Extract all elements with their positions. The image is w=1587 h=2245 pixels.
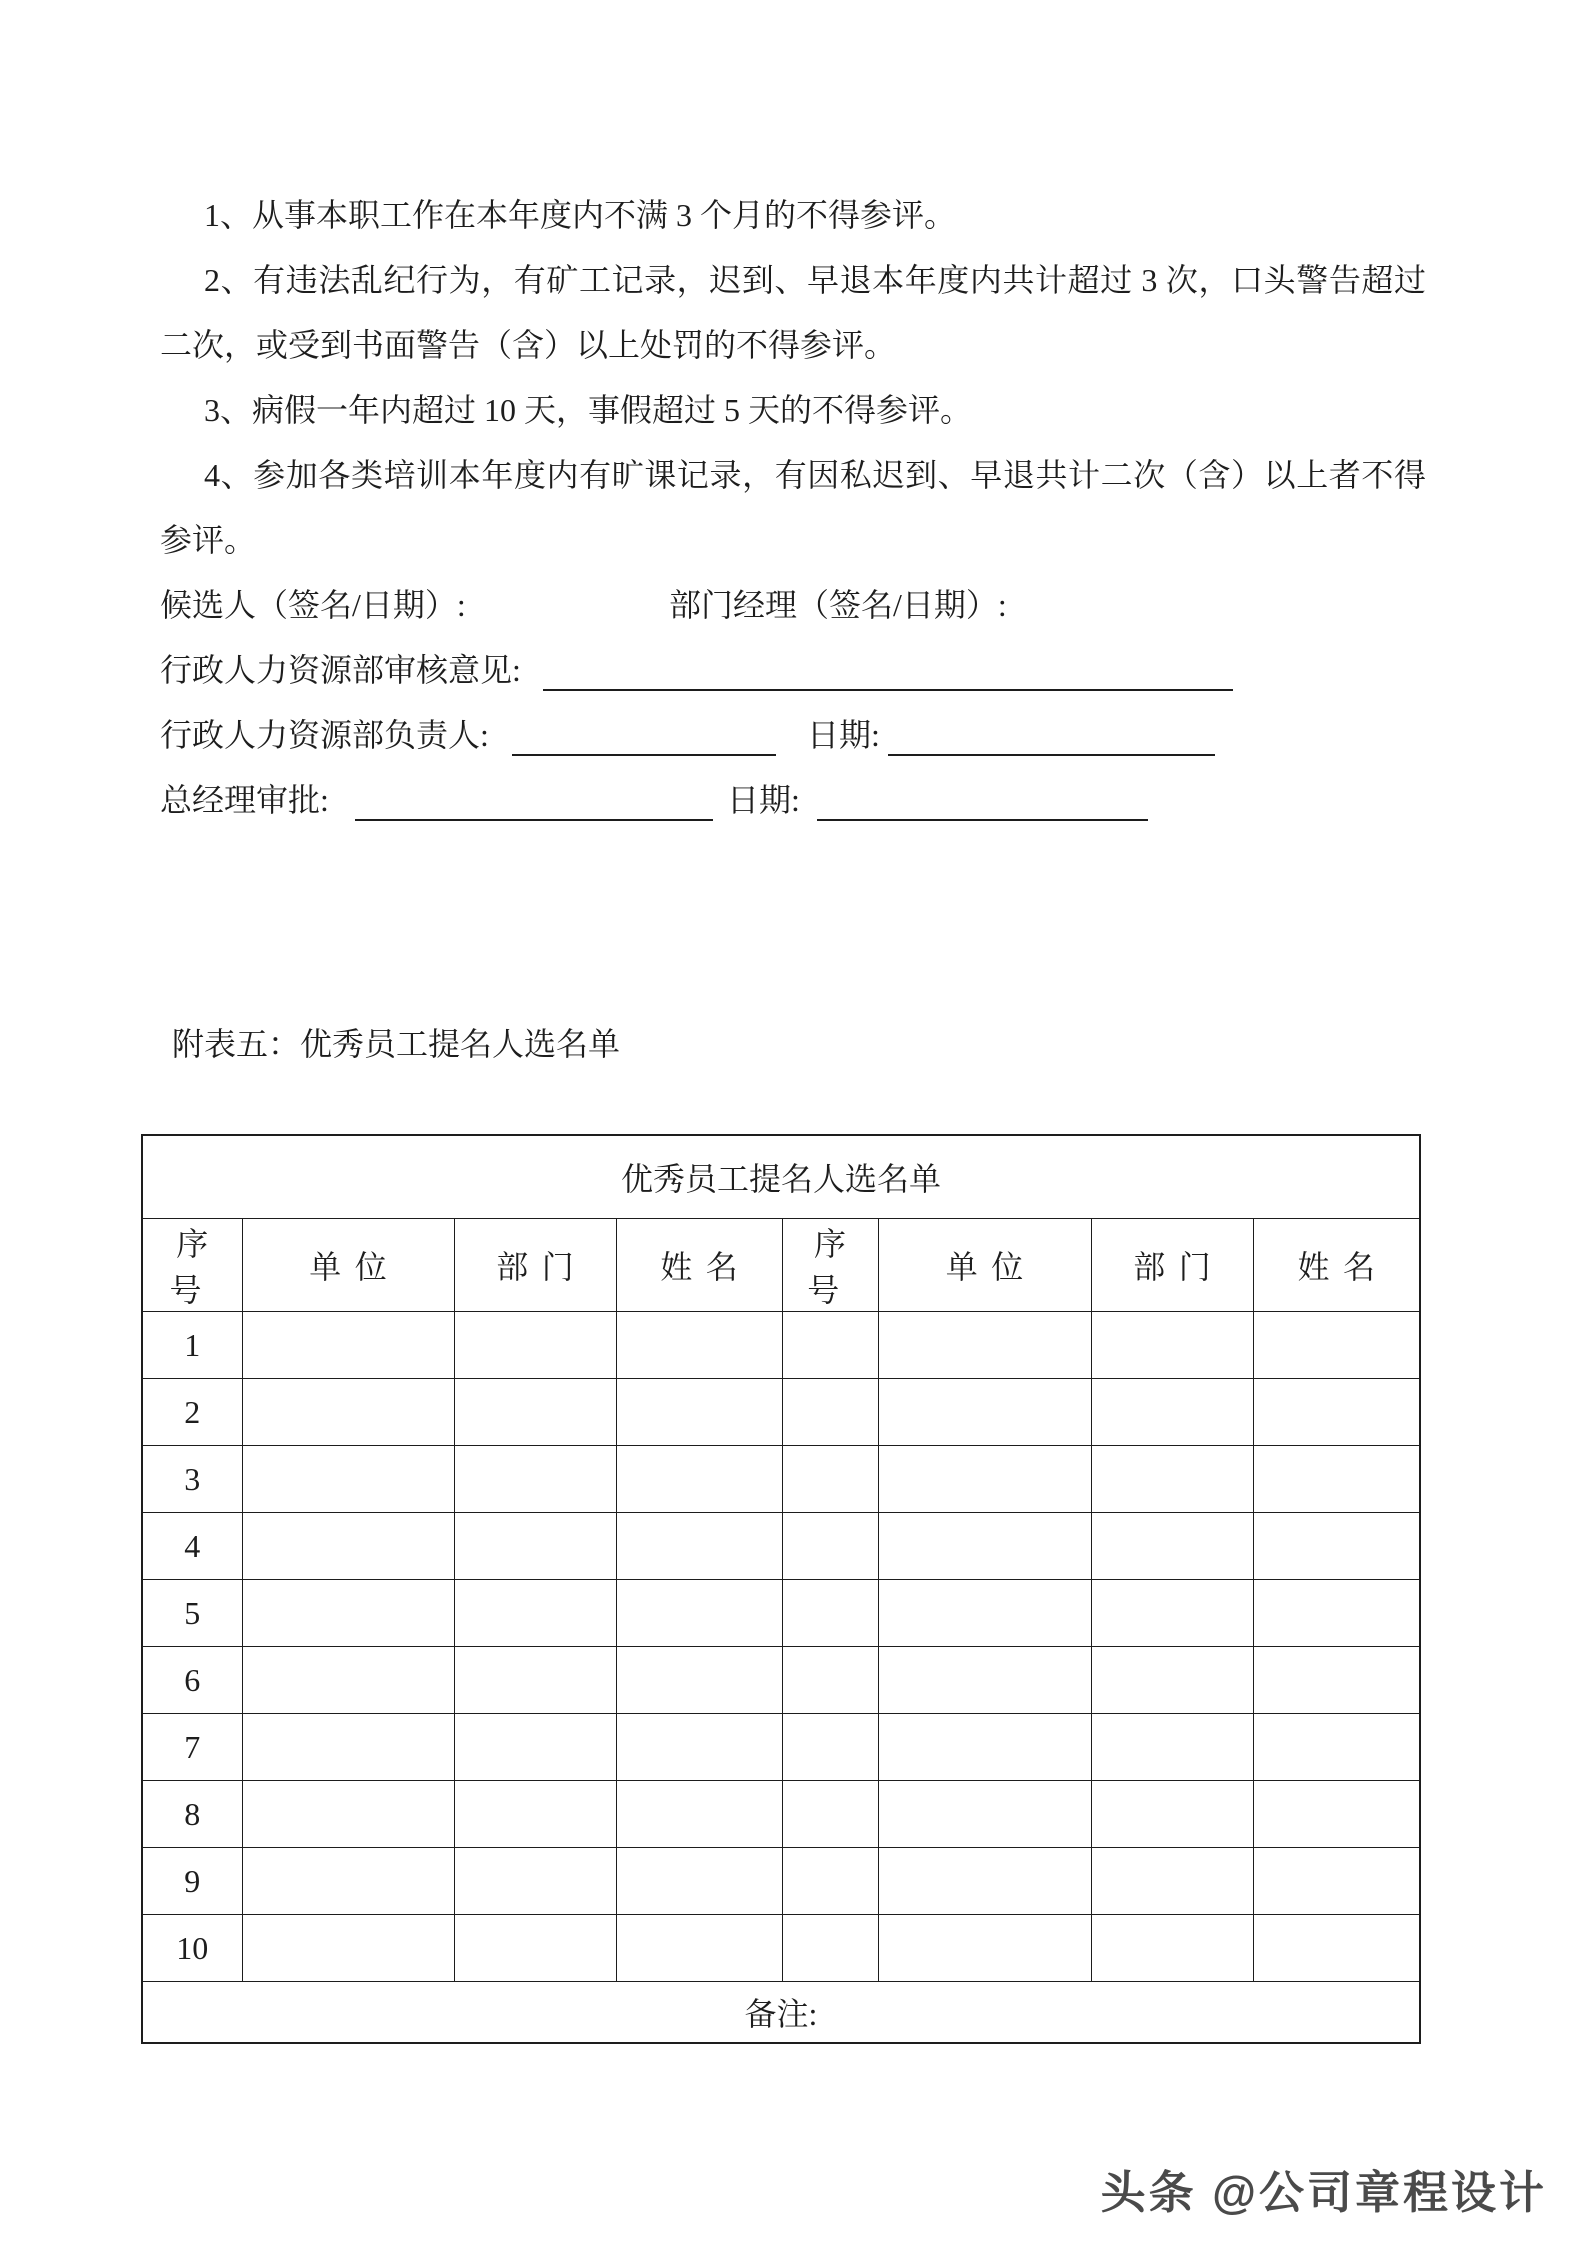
data-cell	[454, 1647, 616, 1714]
data-cell	[1253, 1647, 1420, 1714]
hr-head-underline	[512, 754, 776, 756]
signature-line-candidate	[160, 573, 1426, 638]
data-cell	[782, 1915, 878, 1982]
data-cell	[454, 1379, 616, 1446]
data-cell	[782, 1781, 878, 1848]
data-cell	[242, 1513, 454, 1580]
data-cell	[616, 1714, 782, 1781]
data-cell	[616, 1513, 782, 1580]
header-serial-left: 序号	[142, 1219, 242, 1312]
data-cell	[878, 1714, 1091, 1781]
attachment-caption: 附表五：优秀员工提名人选名单	[172, 1026, 621, 1062]
header-serial-right: 序号	[782, 1219, 878, 1312]
row-number-cell: 1	[142, 1312, 242, 1379]
data-cell	[454, 1781, 616, 1848]
data-cell	[878, 1580, 1091, 1647]
data-cell	[878, 1312, 1091, 1379]
header-unit-right: 单位	[878, 1219, 1091, 1312]
candidate-signature-label: 候选人（签名/日期）:	[160, 587, 466, 623]
table-row	[142, 1647, 1420, 1714]
header-name-right: 姓名	[1253, 1219, 1420, 1312]
data-cell	[782, 1513, 878, 1580]
data-cell	[616, 1848, 782, 1915]
data-cell	[1253, 1513, 1420, 1580]
table-row	[142, 1781, 1420, 1848]
data-cell	[454, 1446, 616, 1513]
gm-date-label: 日期:	[727, 782, 800, 818]
data-cell	[242, 1915, 454, 1982]
data-cell	[1091, 1446, 1253, 1513]
data-cell	[878, 1848, 1091, 1915]
row-number-cell: 8	[142, 1781, 242, 1848]
header-unit-left: 单位	[242, 1219, 454, 1312]
data-cell	[616, 1379, 782, 1446]
data-cell	[616, 1781, 782, 1848]
table-row	[142, 1379, 1420, 1446]
row-number-cell: 2	[142, 1379, 242, 1446]
data-cell	[242, 1647, 454, 1714]
hr-review-underline	[543, 689, 1233, 691]
data-cell	[782, 1647, 878, 1714]
data-cell	[242, 1848, 454, 1915]
remarks-cell: 备注:	[142, 1982, 1420, 2044]
data-cell	[454, 1915, 616, 1982]
data-cell	[782, 1714, 878, 1781]
data-cell	[242, 1312, 454, 1379]
data-cell	[1253, 1379, 1420, 1446]
data-cell	[782, 1848, 878, 1915]
data-cell	[878, 1915, 1091, 1982]
data-cell	[242, 1379, 454, 1446]
table-row	[142, 1848, 1420, 1915]
signature-line-hr-head	[160, 703, 1426, 768]
data-cell	[242, 1580, 454, 1647]
data-cell	[1091, 1848, 1253, 1915]
signature-line-hr-review	[160, 638, 1426, 703]
data-cell	[454, 1714, 616, 1781]
data-cell	[1091, 1513, 1253, 1580]
data-cell	[1253, 1580, 1420, 1647]
table-row	[142, 1580, 1420, 1647]
data-cell	[1091, 1714, 1253, 1781]
row-number-cell: 7	[142, 1714, 242, 1781]
data-cell	[1091, 1580, 1253, 1647]
gm-approval-underline	[355, 819, 713, 821]
table-row	[142, 1312, 1420, 1379]
data-cell	[616, 1647, 782, 1714]
gm-date-underline	[817, 819, 1148, 821]
header-dept-right: 部门	[1091, 1219, 1253, 1312]
data-cell	[242, 1714, 454, 1781]
data-cell	[454, 1848, 616, 1915]
data-cell	[616, 1580, 782, 1647]
data-cell	[1253, 1446, 1420, 1513]
rule-item-3: 3、病假一年内超过 10 天，事假超过 5 天的不得参评。	[204, 392, 973, 428]
gm-approval-label: 总经理审批:	[160, 782, 329, 818]
data-cell	[878, 1446, 1091, 1513]
header-dept-left: 部门	[454, 1219, 616, 1312]
data-cell	[878, 1647, 1091, 1714]
eligibility-rules-section	[160, 183, 1426, 833]
data-cell	[1091, 1312, 1253, 1379]
rule-item-2: 2、有违法乱纪行为，有矿工记录，迟到、早退本年度内共计超过 3 次，口头警告超过二次，或受到书面警告（含）以上处罚的不得参评。	[160, 262, 1426, 363]
data-cell	[1253, 1915, 1420, 1982]
data-cell	[454, 1580, 616, 1647]
rule-item-4: 4、参加各类培训本年度内有旷课记录，有因私迟到、早退共计二次（含）以上者不得参评。	[160, 457, 1426, 558]
table-row	[142, 1513, 1420, 1580]
row-number-cell: 5	[142, 1580, 242, 1647]
data-cell	[782, 1379, 878, 1446]
row-number-cell: 9	[142, 1848, 242, 1915]
data-cell	[1253, 1781, 1420, 1848]
hr-head-label: 行政人力资源部负责人:	[160, 717, 489, 753]
header-name-left: 姓名	[616, 1219, 782, 1312]
row-number-cell: 4	[142, 1513, 242, 1580]
table-title: 优秀员工提名人选名单	[142, 1135, 1420, 1219]
data-cell	[1091, 1379, 1253, 1446]
data-cell	[1091, 1915, 1253, 1982]
nomination-table	[141, 1134, 1421, 2044]
table-row	[142, 1714, 1420, 1781]
rule-item-1: 1、从事本职工作在本年度内不满 3 个月的不得参评。	[204, 197, 957, 233]
data-cell	[1253, 1848, 1420, 1915]
data-cell	[616, 1312, 782, 1379]
dept-manager-signature-label: 部门经理（签名/日期）:	[669, 587, 1007, 623]
row-number-cell: 3	[142, 1446, 242, 1513]
data-cell	[878, 1781, 1091, 1848]
signature-line-gm	[160, 768, 1426, 833]
table-row	[142, 1915, 1420, 1982]
data-cell	[782, 1312, 878, 1379]
data-cell	[616, 1446, 782, 1513]
data-cell	[616, 1915, 782, 1982]
data-cell	[878, 1513, 1091, 1580]
data-cell	[878, 1379, 1091, 1446]
data-cell	[782, 1580, 878, 1647]
data-cell	[1091, 1781, 1253, 1848]
data-cell	[1253, 1714, 1420, 1781]
hr-head-date-label: 日期:	[807, 717, 880, 753]
data-cell	[1253, 1312, 1420, 1379]
data-cell	[242, 1781, 454, 1848]
watermark: 头条 @公司章程设计	[1100, 2167, 1547, 2218]
row-number-cell: 6	[142, 1647, 242, 1714]
data-cell	[242, 1446, 454, 1513]
hr-review-label: 行政人力资源部审核意见:	[160, 652, 521, 688]
data-cell	[454, 1513, 616, 1580]
data-cell	[1091, 1647, 1253, 1714]
table-row	[142, 1446, 1420, 1513]
data-cell	[782, 1446, 878, 1513]
hr-head-date-underline	[888, 754, 1215, 756]
data-cell	[454, 1312, 616, 1379]
row-number-cell: 10	[142, 1915, 242, 1982]
